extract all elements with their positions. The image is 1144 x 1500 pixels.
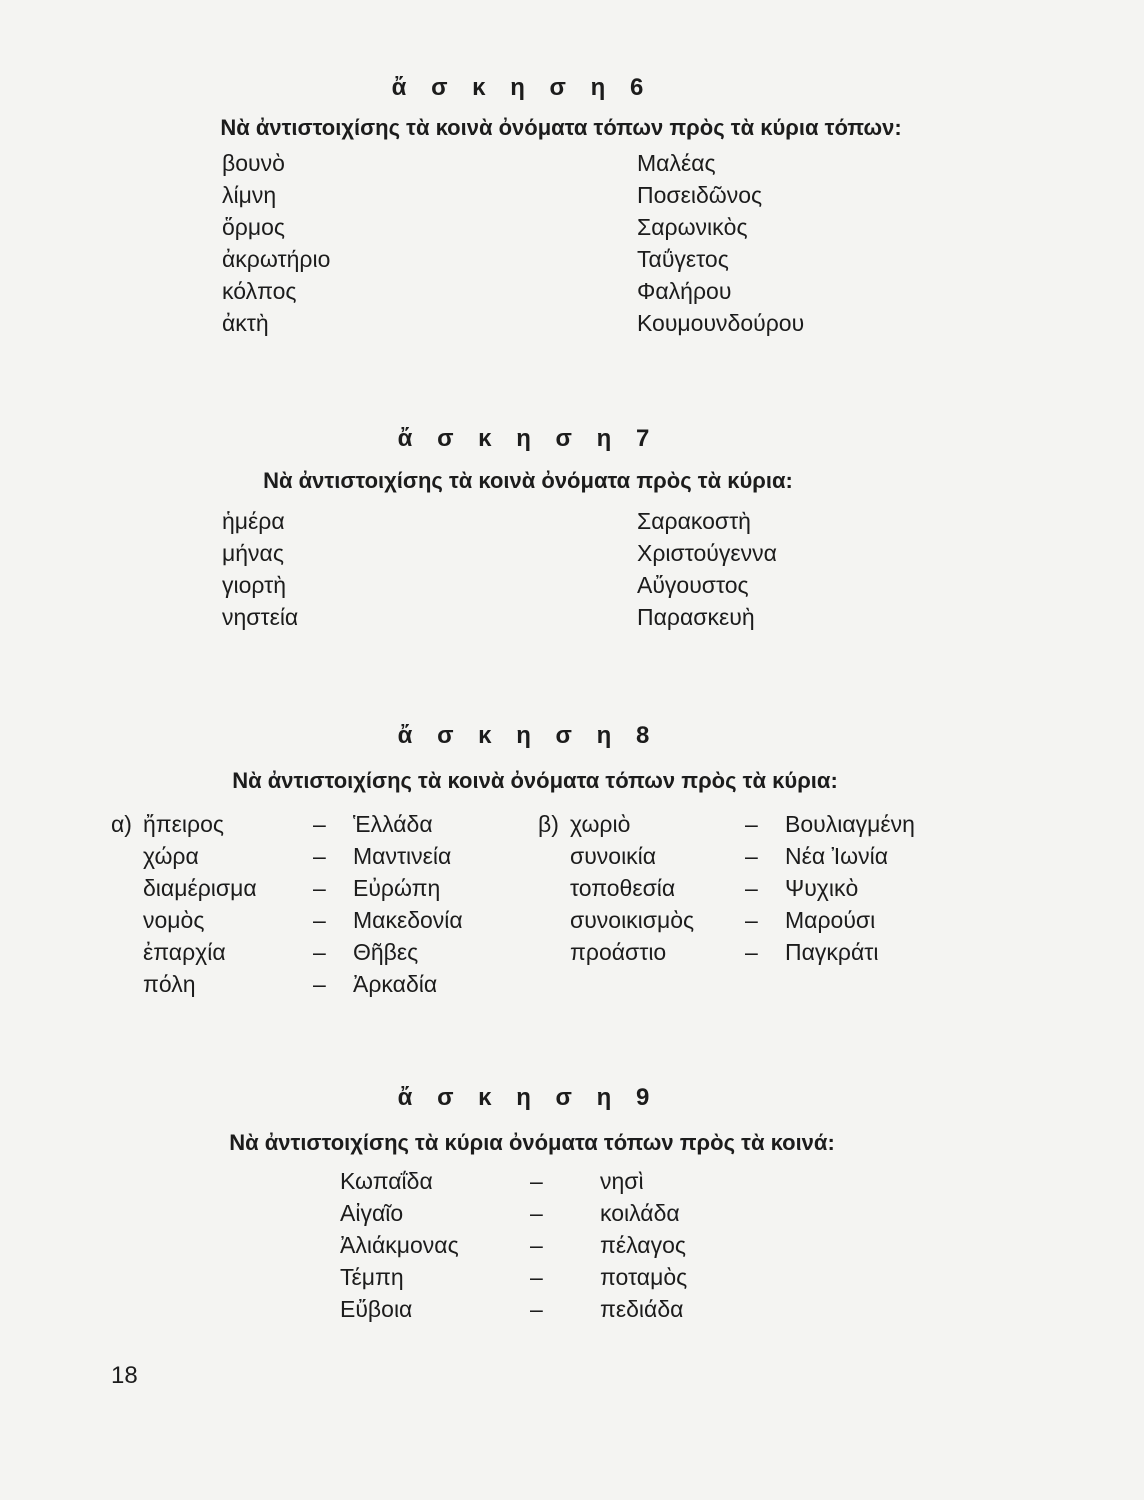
ex8-b-left-item: συνοικία [570, 843, 657, 869]
exercise-8-instruction: Νὰ ἀντιστοιχίσης τὰ κοινὰ ὀνόματα τόπων πρὸς τὰ κύρια: [232, 768, 838, 793]
ex7-right-item: Παρασκευὴ [637, 604, 755, 630]
ex8-b-right-item: Βουλιαγμένη [785, 811, 915, 837]
dash: – [745, 843, 758, 869]
ex8-group-b-marker: β) [538, 811, 559, 837]
exercise-8-title: ἄ σ κ η σ η 8 [397, 722, 659, 749]
ex9-left-item: Τέμπη [340, 1264, 404, 1290]
ex8-b-right-item: Παγκράτι [785, 939, 879, 965]
dash: – [313, 811, 326, 837]
dash: – [745, 811, 758, 837]
ex8-b-right-item: Μαρούσι [785, 907, 876, 933]
ex7-left-item: ἡμέρα [222, 508, 285, 534]
ex9-left-item: Ἀλιάκμονας [340, 1232, 459, 1258]
ex8-a-left-item: διαμέρισμα [143, 875, 257, 901]
dash: – [745, 939, 758, 965]
ex7-left-item: νηστεία [222, 604, 299, 630]
ex7-right-item: Χριστούγεννα [637, 540, 777, 566]
dash: – [313, 907, 326, 933]
dash: – [313, 939, 326, 965]
ex8-a-right-item: Θῆβες [353, 939, 419, 965]
ex7-left-item: γιορτὴ [222, 572, 287, 598]
ex8-a-right-item: Ἀρκαδία [353, 971, 438, 997]
ex6-right-item: Ποσειδῶνος [637, 182, 763, 208]
ex9-left-item: Αἰγαῖο [340, 1200, 404, 1226]
ex8-a-right-item: Μακεδονία [353, 907, 463, 933]
ex6-left-item: ὅρμος [222, 214, 286, 240]
ex8-a-right-item: Εὐρώπη [353, 875, 441, 901]
dash: – [745, 875, 758, 901]
dash: – [313, 971, 326, 997]
ex6-right-item: Κουμουνδούρου [637, 310, 805, 336]
ex8-b-right-item: Νέα Ἰωνία [785, 843, 889, 869]
dash: – [313, 843, 326, 869]
ex8-b-left-item: χωριὸ [570, 811, 631, 837]
ex8-a-left-item: ἤπειρος [143, 811, 224, 837]
ex7-left-item: μήνας [222, 540, 284, 566]
ex6-left-item: κόλπος [222, 278, 297, 304]
ex6-left-item: βουνὸ [222, 150, 285, 176]
ex8-b-left-item: τοποθεσία [570, 875, 676, 901]
exercise-6-instruction: Νὰ ἀντιστοιχίσης τὰ κοινὰ ὀνόματα τόπων πρὸς τὰ κύρια τόπων: [220, 115, 902, 140]
ex8-group-a-marker: α) [111, 811, 132, 837]
dash: – [530, 1264, 543, 1290]
ex8-a-left-item: πόλη [143, 971, 196, 997]
dash: – [530, 1296, 543, 1322]
ex6-left-item: ἀκρωτήριο [222, 246, 331, 272]
ex9-left-item: Κωπαΐδα [340, 1168, 433, 1194]
ex8-a-left-item: ἐπαρχία [143, 939, 226, 965]
ex8-a-right-item: Ἑλλάδα [353, 811, 433, 837]
ex8-b-right-item: Ψυχικὸ [785, 875, 859, 901]
ex8-a-left-item: χώρα [143, 843, 199, 869]
exercise-9-instruction: Νὰ ἀντιστοιχίσης τὰ κύρια ὀνόματα τόπων πρὸς τὰ κοινά: [229, 1130, 835, 1155]
ex9-right-item: πεδιάδα [600, 1296, 684, 1322]
ex8-b-left-item: συνοικισμὸς [570, 907, 695, 933]
ex9-right-item: νησὶ [600, 1168, 644, 1194]
ex6-left-item: ἀκτὴ [222, 310, 269, 336]
exercise-6-title: ἄ σ κ η σ η 6 [391, 74, 653, 101]
ex6-left-item: λίμνη [222, 182, 277, 208]
ex6-right-item: Μαλέας [637, 150, 716, 176]
ex8-a-right-item: Μαντινεία [353, 843, 452, 869]
exercise-7-instruction: Νὰ ἀντιστοιχίσης τὰ κοινὰ ὀνόματα πρὸς τὰ κύρια: [263, 468, 793, 493]
ex6-right-item: Ταΰγετος [637, 246, 729, 272]
ex7-right-item: Σαρακοστὴ [637, 508, 751, 534]
dash: – [745, 907, 758, 933]
ex9-right-item: κοιλάδα [600, 1200, 680, 1226]
page-number: 18 [111, 1362, 138, 1389]
ex8-b-left-item: προάστιο [570, 939, 667, 965]
dash: – [530, 1168, 543, 1194]
ex6-right-item: Φαλήρου [637, 278, 732, 304]
ex9-right-item: πέλαγος [600, 1232, 686, 1258]
ex6-right-item: Σαρωνικὸς [637, 214, 748, 240]
exercise-7-title: ἄ σ κ η σ η 7 [397, 425, 659, 452]
dash: – [313, 875, 326, 901]
exercise-9-title: ἄ σ κ η σ η 9 [397, 1084, 659, 1111]
dash: – [530, 1232, 543, 1258]
ex7-right-item: Αὔγουστος [637, 572, 749, 598]
ex9-right-item: ποταμὸς [600, 1264, 688, 1290]
ex8-a-left-item: νομὸς [143, 907, 205, 933]
dash: – [530, 1200, 543, 1226]
ex9-left-item: Εὔβοια [340, 1296, 413, 1322]
